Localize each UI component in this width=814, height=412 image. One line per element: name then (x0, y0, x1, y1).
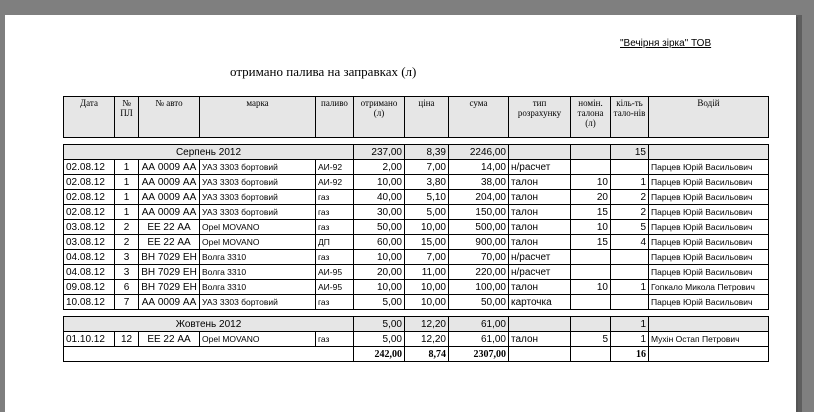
table-cell: талон (509, 220, 571, 235)
table-cell: 12 (115, 332, 139, 347)
table-cell: газ (316, 220, 354, 235)
column-header: № авто (139, 97, 200, 138)
table-cell: АА 0009 АА (139, 295, 200, 310)
table-cell: 11,00 (405, 265, 449, 280)
table-cell: 60,00 (354, 235, 405, 250)
empty-cell (649, 145, 769, 160)
table-cell: 5,00 (354, 295, 405, 310)
table-cell: карточка (509, 295, 571, 310)
table-cell: 2 (611, 205, 649, 220)
month-count: 1 (611, 317, 649, 332)
month-label: Серпень 2012 (64, 145, 354, 160)
table-row (64, 190, 769, 205)
table-cell: 03.08.12 (64, 235, 115, 250)
header-row (64, 97, 769, 138)
table-cell: 10,00 (405, 220, 449, 235)
table-cell: 03.08.12 (64, 220, 115, 235)
table-cell: 10.08.12 (64, 295, 115, 310)
table-cell: ДП (316, 235, 354, 250)
page-shadow (796, 15, 802, 412)
table-cell: 1 (611, 332, 649, 347)
table-cell: газ (316, 295, 354, 310)
table-cell: 3 (115, 265, 139, 280)
table-cell (611, 250, 649, 265)
table-cell: ЕЕ 22 АА (139, 235, 200, 250)
table-cell: ВН 7029 ЕН (139, 265, 200, 280)
table-cell: 50,00 (449, 295, 509, 310)
table-cell: 1 (115, 190, 139, 205)
table-row (64, 160, 769, 175)
table-cell: 02.08.12 (64, 205, 115, 220)
column-header: ціна (405, 97, 449, 138)
table-cell: 09.08.12 (64, 280, 115, 295)
total-qty: 242,00 (354, 347, 405, 362)
table-cell: Парцев Юрій Васильович (649, 250, 769, 265)
table-cell: 1 (611, 280, 649, 295)
table-cell (571, 295, 611, 310)
table-row (64, 235, 769, 250)
total-count: 16 (611, 347, 649, 362)
fuel-table (63, 96, 769, 362)
table-cell: АИ-95 (316, 265, 354, 280)
table-cell: Парцев Юрій Васильович (649, 160, 769, 175)
table-cell: Парцев Юрій Васильович (649, 295, 769, 310)
table-cell: 3 (115, 250, 139, 265)
month-price: 12,20 (405, 317, 449, 332)
table-cell: 4 (611, 235, 649, 250)
table-cell: 10,00 (354, 280, 405, 295)
table-cell: 15 (571, 235, 611, 250)
table-cell: УАЗ 3303 бортовий (200, 205, 316, 220)
table-cell: 500,00 (449, 220, 509, 235)
column-header: тип розрахунку (509, 97, 571, 138)
table-cell: УАЗ 3303 бортовий (200, 190, 316, 205)
table-cell: Парцев Юрій Васильович (649, 175, 769, 190)
company-name[interactable] (620, 38, 711, 49)
column-header: марка (200, 97, 316, 138)
table-cell: 5,00 (354, 332, 405, 347)
table-cell: 10,00 (354, 175, 405, 190)
table-cell: ЕЕ 22 АА (139, 332, 200, 347)
table-cell: талон (509, 235, 571, 250)
table-cell: талон (509, 332, 571, 347)
table-cell: талон (509, 190, 571, 205)
month-sum: 61,00 (449, 317, 509, 332)
table-cell: газ (316, 205, 354, 220)
table-cell (611, 265, 649, 280)
table-cell: 2,00 (354, 160, 405, 175)
table-cell: 5 (611, 220, 649, 235)
table-cell: 5 (571, 332, 611, 347)
table-cell (611, 295, 649, 310)
total-price: 8,74 (405, 347, 449, 362)
table-row (64, 250, 769, 265)
table-row (64, 220, 769, 235)
table-cell: н/расчет (509, 250, 571, 265)
table-cell: 7 (115, 295, 139, 310)
grand-total-row (64, 347, 769, 362)
table-cell: талон (509, 280, 571, 295)
table-cell: АА 0009 АА (139, 175, 200, 190)
table-cell: 900,00 (449, 235, 509, 250)
table-cell: Волга 3310 (200, 250, 316, 265)
table-cell: АИ-92 (316, 175, 354, 190)
table-cell: 100,00 (449, 280, 509, 295)
table-cell: ЕЕ 22 АА (139, 220, 200, 235)
table-cell (571, 250, 611, 265)
column-header: № ПЛ (115, 97, 139, 138)
table-cell: 5,10 (405, 190, 449, 205)
table-cell: 2 (611, 190, 649, 205)
table-cell: Мухін Остап Петрович (649, 332, 769, 347)
table-cell: АА 0009 АА (139, 160, 200, 175)
month-row (64, 317, 769, 332)
report-title: отримано палива на заправках (л) (230, 64, 417, 79)
table-cell: талон (509, 175, 571, 190)
table-cell: 20,00 (354, 265, 405, 280)
table-cell: 04.08.12 (64, 250, 115, 265)
table-cell: Парцев Юрій Васильович (649, 190, 769, 205)
column-header: паливо (316, 97, 354, 138)
table-cell: 30,00 (354, 205, 405, 220)
column-header: Водій (649, 97, 769, 138)
column-header: сума (449, 97, 509, 138)
table-cell: Гопкало Микола Петрович (649, 280, 769, 295)
spacer-cell (64, 310, 769, 317)
table-cell: 10,00 (354, 250, 405, 265)
table-cell: 04.08.12 (64, 265, 115, 280)
empty-cell (571, 317, 611, 332)
table-cell: 61,00 (449, 332, 509, 347)
table-cell: 2 (115, 220, 139, 235)
table-row (64, 175, 769, 190)
table-cell: 10 (571, 220, 611, 235)
table-cell: 12,20 (405, 332, 449, 347)
spacer-cell (64, 138, 769, 145)
table-cell: 20 (571, 190, 611, 205)
empty-cell (509, 317, 571, 332)
table-cell: н/расчет (509, 160, 571, 175)
empty-cell (509, 145, 571, 160)
table-cell: 6 (115, 280, 139, 295)
table-cell: Парцев Юрій Васильович (649, 220, 769, 235)
table-cell: Парцев Юрій Васильович (649, 235, 769, 250)
table-cell: 1 (611, 175, 649, 190)
table-cell (571, 160, 611, 175)
table-cell: н/расчет (509, 265, 571, 280)
column-header: номін. талона (л) (571, 97, 611, 138)
month-count: 15 (611, 145, 649, 160)
table-cell: 15,00 (405, 235, 449, 250)
table-body (64, 138, 769, 362)
table-cell: АА 0009 АА (139, 190, 200, 205)
table-cell: 5,00 (405, 205, 449, 220)
table-cell: АИ-92 (316, 160, 354, 175)
table-cell: АА 0009 АА (139, 205, 200, 220)
empty-cell (571, 145, 611, 160)
column-header: отримано (л) (354, 97, 405, 138)
month-qty: 237,00 (354, 145, 405, 160)
table-cell: 10,00 (405, 295, 449, 310)
table-cell: 02.08.12 (64, 190, 115, 205)
company-link[interactable]: "Вечірня зірка" ТОВ (620, 38, 712, 49)
table-cell: АИ-95 (316, 280, 354, 295)
table-cell: 150,00 (449, 205, 509, 220)
table-cell: 01.10.12 (64, 332, 115, 347)
total-sum: 2307,00 (449, 347, 509, 362)
table-cell: 1 (115, 205, 139, 220)
table-cell: Opel MOVANO (200, 332, 316, 347)
month-qty: 5,00 (354, 317, 405, 332)
table-row (64, 332, 769, 347)
table-row (64, 205, 769, 220)
column-header: кіль-ть тало-нів (611, 97, 649, 138)
empty-cell (649, 347, 769, 362)
table-cell: 02.08.12 (64, 160, 115, 175)
table-row (64, 280, 769, 295)
table-cell: УАЗ 3303 бортовий (200, 295, 316, 310)
table-cell (571, 265, 611, 280)
table-cell: Волга 3310 (200, 280, 316, 295)
empty-cell (509, 347, 571, 362)
column-header: Дата (64, 97, 115, 138)
table-cell: 2 (115, 235, 139, 250)
spacer-row (64, 138, 769, 145)
table-cell: 02.08.12 (64, 175, 115, 190)
table-cell: Парцев Юрій Васильович (649, 265, 769, 280)
table-cell: Opel MOVANO (200, 220, 316, 235)
empty-cell (571, 347, 611, 362)
table-cell: талон (509, 205, 571, 220)
table-cell: газ (316, 332, 354, 347)
month-row (64, 145, 769, 160)
table-cell: 220,00 (449, 265, 509, 280)
table-row (64, 295, 769, 310)
table-cell: 1 (115, 160, 139, 175)
table-cell: 70,00 (449, 250, 509, 265)
table-cell: УАЗ 3303 бортовий (200, 160, 316, 175)
table-cell: Парцев Юрій Васильович (649, 205, 769, 220)
empty-cell (649, 317, 769, 332)
table-cell: 50,00 (354, 220, 405, 235)
table-cell: 10 (571, 175, 611, 190)
table-cell: ВН 7029 ЕН (139, 280, 200, 295)
grand-total-label (64, 347, 354, 362)
table-cell: 38,00 (449, 175, 509, 190)
table-cell: ВН 7029 ЕН (139, 250, 200, 265)
table-cell: Волга 3310 (200, 265, 316, 280)
table-cell: 10,00 (405, 280, 449, 295)
table-cell: 14,00 (449, 160, 509, 175)
table-cell: 204,00 (449, 190, 509, 205)
table-cell: 3,80 (405, 175, 449, 190)
table-cell: газ (316, 190, 354, 205)
table-cell: газ (316, 250, 354, 265)
table-row (64, 265, 769, 280)
table-cell: 15 (571, 205, 611, 220)
month-sum: 2246,00 (449, 145, 509, 160)
table-cell (611, 160, 649, 175)
spacer-row (64, 310, 769, 317)
table-cell: 10 (571, 280, 611, 295)
table-cell: Opel MOVANO (200, 235, 316, 250)
table-cell: 7,00 (405, 250, 449, 265)
month-label: Жовтень 2012 (64, 317, 354, 332)
table-cell: 7,00 (405, 160, 449, 175)
table-cell: 1 (115, 175, 139, 190)
table-cell: 40,00 (354, 190, 405, 205)
month-price: 8,39 (405, 145, 449, 160)
table-cell: УАЗ 3303 бортовий (200, 175, 316, 190)
